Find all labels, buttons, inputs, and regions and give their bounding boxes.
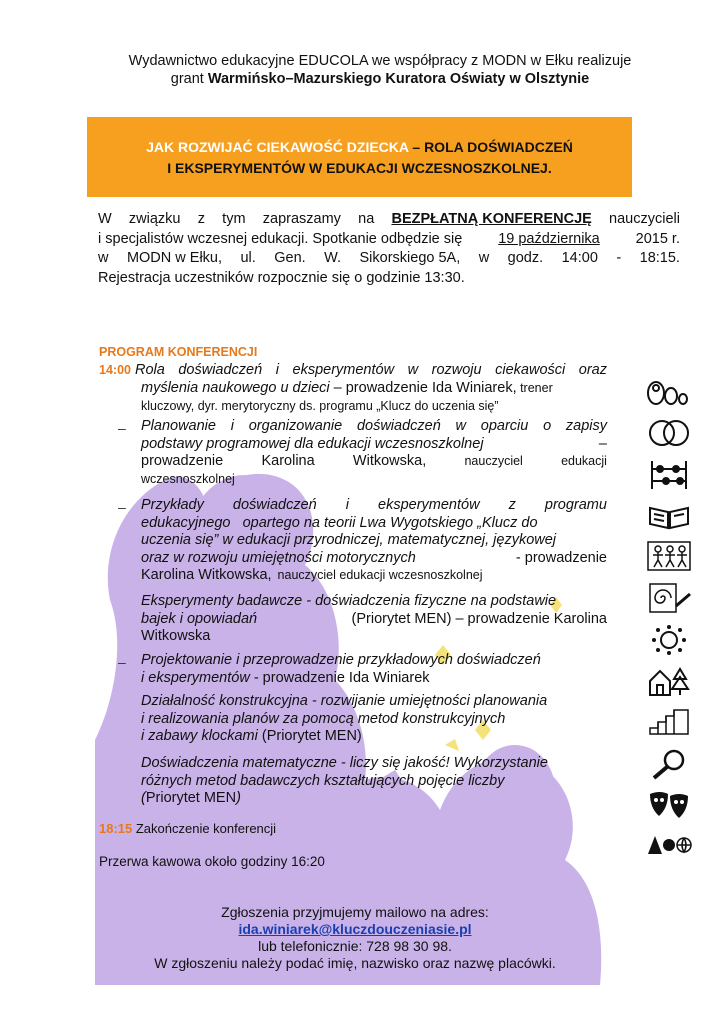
word: W xyxy=(98,211,112,227)
intro-curator-name: Warmińsko–Mazurskiego Kuratora Oświaty w Olsztynie xyxy=(207,71,590,87)
program-item-3-line-3: uczenia się” w edukacji przyrodniczej, matematycznej, językowej xyxy=(141,532,557,548)
end-time: 18:15 xyxy=(99,821,133,836)
program-item-6-line-1: Działalność konstrukcyjna - rozwijanie umiejętności planowania xyxy=(141,693,548,709)
item-text: trener xyxy=(516,381,553,395)
free-conference-label: BEZPŁATNĄ KONFERENCJĘ xyxy=(391,211,592,227)
invitation-text: i specjalistów wczesnej edukacji. Spotkanie odbędzie się xyxy=(98,230,463,247)
item-text: (Priorytet MEN) – prowadzenie Karolina xyxy=(351,610,607,627)
program-item-2-line-3 xyxy=(141,453,607,471)
word: zapraszamy xyxy=(262,211,341,227)
program-item-2 xyxy=(141,418,607,488)
event-date: 19 października xyxy=(498,230,600,247)
program-item-5 xyxy=(141,652,607,687)
program-item-1-cont xyxy=(141,380,607,415)
invitation-row-3 xyxy=(98,249,680,269)
invitation-row-1 xyxy=(98,210,680,230)
venue-address: Sikorskiego 5A, xyxy=(359,250,461,267)
word: W. xyxy=(324,250,342,267)
item-text: – prowadzenie Ida Winiarek, xyxy=(329,380,517,396)
program-item-3-line-2: edukacyjnego opartego na teorii Lwa Wygotskiego „Klucz do xyxy=(141,514,538,531)
contact-phone: lub telefonicznie: 728 98 30 98. xyxy=(258,938,452,954)
program-item-4-line-2 xyxy=(141,611,607,629)
word: Karolina xyxy=(261,453,315,469)
bullet-dash: – xyxy=(118,420,126,436)
item-text: nauczyciel edukacji wczesnoszkolnej xyxy=(277,568,483,582)
coffee-break: Przerwa kawowa około godziny 16:20 xyxy=(99,854,325,869)
item-text: Rola doświadczeń i eksperymentów w rozwoju ciekawości oraz xyxy=(134,362,607,378)
bullet-dash: – xyxy=(118,499,126,515)
item-text: Karolina Witkowska, xyxy=(141,567,272,583)
shapes-globe-icon xyxy=(646,828,692,860)
word: i xyxy=(345,497,349,513)
program-item-6-line-2: i realizowania planów za pomocą metod konstrukcyjnych xyxy=(141,710,506,727)
banner-title-line-1 xyxy=(87,139,632,155)
program-item-7 xyxy=(141,755,607,808)
word: tym xyxy=(222,211,246,227)
start-hour: 14:00 xyxy=(561,250,598,267)
program-item-4-line-3: Witkowska xyxy=(141,628,211,644)
word: Przykłady xyxy=(141,497,204,513)
intro-line-2 xyxy=(80,70,680,88)
house-tree-icon xyxy=(646,665,692,697)
item-text: ( xyxy=(141,790,146,806)
contact-line-4: W zgłoszeniu należy podać imię, nazwisko oraz nazwę placówki. xyxy=(154,955,556,971)
word: z xyxy=(197,211,205,227)
program-item-3-line-4 xyxy=(141,550,607,568)
word: Witkowska, xyxy=(352,453,427,469)
item-text: podstawy programowej dla edukacji wczesnoszkolnej xyxy=(141,435,484,452)
program-item-5-line-1: Projektowanie i przeprowadzenie przykładowych doświadczeń xyxy=(141,652,541,668)
program-item-4-line-1: Eksperymenty badawcze - doświadczenia fizyczne na podstawie xyxy=(141,593,557,609)
venn-circles-icon xyxy=(646,417,692,449)
title-banner xyxy=(87,117,632,197)
word: związku xyxy=(128,211,181,227)
theater-masks-icon xyxy=(646,788,692,820)
item-text: myślenia naukowego u dzieci xyxy=(141,380,330,396)
item-text: – xyxy=(598,435,607,452)
open-book-icon xyxy=(646,500,692,532)
abacus-icon xyxy=(646,459,692,491)
item-text: i eksperymentów xyxy=(141,669,250,686)
item-text: bajek i opowiadań xyxy=(141,610,258,627)
venue-name: MODN w Ełku, xyxy=(126,250,223,267)
word: eksperymentów xyxy=(378,497,480,513)
program-item-2-line-4: wczesnoszkolnej xyxy=(141,471,235,486)
intro-grant-prefix: grant xyxy=(170,71,208,87)
item-text: ) xyxy=(236,790,241,806)
word: w xyxy=(478,250,490,267)
end-text: Zakończenie konferencji xyxy=(132,821,277,836)
event-year: 2015 r. xyxy=(635,230,680,247)
word: ul. xyxy=(240,250,256,267)
program-item-1-line-2 xyxy=(141,380,607,398)
end-hour: 18:15. xyxy=(639,250,680,267)
program-item-1-line-1 xyxy=(99,362,607,380)
item-text: - prowadzenie xyxy=(515,549,607,566)
nesting-dolls-icon xyxy=(646,376,692,408)
sun-dots-icon xyxy=(646,624,692,656)
program-item-3-line-1 xyxy=(141,497,607,515)
registration-info: Rejestracja uczestników rozpocznie się o godzinie 13:30. xyxy=(98,269,465,286)
program-item-1 xyxy=(99,362,607,380)
start-time: 14:00 xyxy=(99,363,131,377)
conference-end xyxy=(99,820,276,838)
program-item-2-line-2 xyxy=(141,436,607,454)
item-text: Priorytet MEN xyxy=(145,790,237,806)
word: nauczyciel xyxy=(464,454,523,468)
people-figures-icon xyxy=(646,540,692,572)
program-title: PROGRAM KONFERENCJI xyxy=(99,345,258,359)
banner-title-highlight: JAK ROZWIJAĆ CIEKAWOŚĆ DZIECKA xyxy=(146,139,409,155)
word: - xyxy=(616,250,622,267)
word: doświadczeń xyxy=(232,497,317,513)
word: na xyxy=(358,211,375,227)
banner-title-rest: – ROLA DOŚWIADCZEŃ xyxy=(408,139,573,155)
stairs-blocks-icon xyxy=(646,706,692,738)
word: Gen. xyxy=(274,250,306,267)
word: nauczycieli xyxy=(609,211,680,227)
word: prowadzenie xyxy=(141,453,224,469)
banner-title-line-2: I EKSPERYMENTÓW W EDUKACJI WCZESNOSZKOLNEJ. xyxy=(167,160,552,176)
item-text: - prowadzenie Ida Winiarek xyxy=(249,669,430,686)
program-item-4 xyxy=(141,593,607,646)
program-item-2-line-1: Planowanie i organizowanie doświadczeń w oparciu o zapisy xyxy=(141,418,607,434)
invitation-row-2 xyxy=(98,230,680,250)
program-item-3 xyxy=(141,497,607,585)
contact-line-1: Zgłoszenia przyjmujemy mailowo na adres: xyxy=(221,904,489,920)
spiral-pencil-icon xyxy=(646,582,692,614)
word: edukacji xyxy=(561,454,607,468)
invitation-paragraph xyxy=(98,210,680,288)
magnifier-icon xyxy=(646,748,692,780)
program-item-5-line-2 xyxy=(141,670,607,688)
contact-block xyxy=(95,904,615,972)
word: z xyxy=(508,497,516,513)
program-item-6-line-3 xyxy=(141,728,607,746)
program-item-7-line-2: różnych metod badawczych kształtujących pojęcie liczby xyxy=(141,772,505,789)
program-item-7-line-3 xyxy=(141,790,607,808)
item-text: oraz w rozwoju umiejętności motorycznych xyxy=(141,549,416,566)
intro-text xyxy=(80,52,680,88)
program-item-3-line-5 xyxy=(141,567,607,585)
item-text: (Priorytet MEN) xyxy=(257,728,362,744)
program-item-1-line-3: kluczowy, dyr. merytoryczny ds. programu „Klucz do uczenia się” xyxy=(141,398,499,413)
word: w xyxy=(98,250,109,267)
word: godz. xyxy=(507,250,544,267)
program-item-7-line-1: Doświadczenia matematyczne - liczy się jakość! Wykorzystanie xyxy=(141,755,548,771)
intro-line-1: Wydawnictwo edukacyjne EDUCOLA we współpracy z MODN w Ełku realizuje xyxy=(128,53,632,69)
item-text: i zabawy klockami xyxy=(141,728,258,744)
word: programu xyxy=(544,497,607,513)
bullet-dash: – xyxy=(118,654,126,670)
contact-email-link[interactable]: ida.winiarek@kluczdouczeniasie.pl xyxy=(238,921,472,937)
program-item-6 xyxy=(141,693,607,746)
